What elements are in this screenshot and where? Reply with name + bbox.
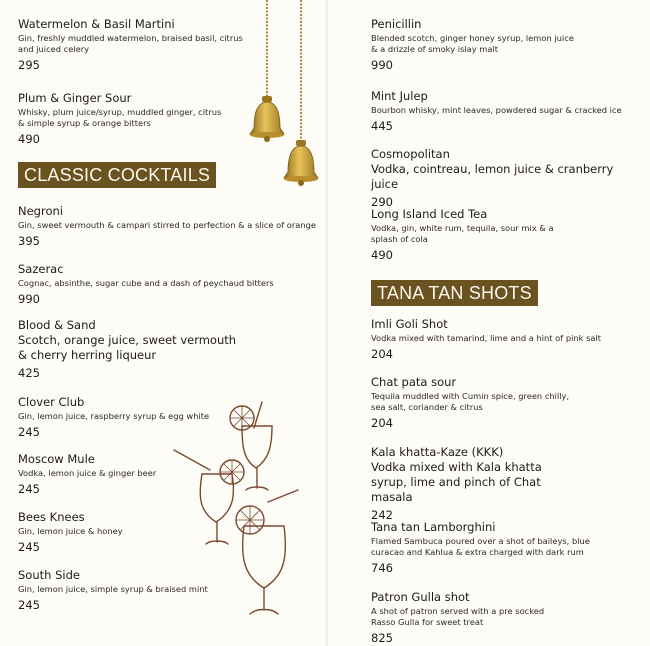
item-description: Vodka mixed with tamarind, lime and a hint of pink salt (371, 333, 602, 343)
menu-item (371, 147, 641, 209)
section-title-tana-tan-shots: TANA TAN SHOTS (371, 280, 538, 306)
menu-item (18, 262, 318, 306)
menu-item (18, 318, 243, 380)
item-description: Vodka mixed with Kala khatta syrup, lime and pinch of Chat masala (371, 460, 542, 504)
menu-item (18, 204, 318, 248)
section-title-classic-cocktails: CLASSIC COCKTAILS (18, 162, 216, 188)
item-name: Imli Goli Shot (371, 317, 448, 331)
item-price: 395 (18, 234, 40, 248)
item-name: Long Island Iced Tea (371, 207, 488, 221)
menu-item (371, 590, 571, 645)
item-price: 445 (371, 119, 393, 133)
item-description: Gin, lemon juice & honey (18, 526, 123, 536)
item-description: Vodka, gin, white rum, tequila, sour mix & a splash of cola (371, 223, 554, 244)
item-description: Gin, freshly muddled watermelon, braised basil, citrus and juiced celery (18, 33, 243, 54)
item-description: Vodka, lemon juice & ginger beer (18, 468, 157, 478)
item-price: 245 (18, 540, 40, 554)
item-price: 295 (18, 58, 40, 72)
item-description: Vodka, cointreau, lemon juice & cranberry juice (371, 162, 614, 191)
item-description: Tequila muddled with Cumin spice, green chilly, sea salt, coriander & citrus (371, 391, 570, 412)
item-price: 245 (18, 482, 40, 496)
item-price: 425 (18, 366, 40, 380)
item-description: Blended scotch, ginger honey syrup, lemon juice & a drizzle of smoky islay malt (371, 33, 574, 54)
item-description: A shot of patron served with a pre socked Rasso Gulla for sweet treat (371, 606, 545, 627)
menu-item (18, 91, 228, 146)
item-name: Sazerac (18, 262, 64, 276)
hanging-bells-icon (236, 0, 326, 195)
item-name: Tana tan Lamborghini (371, 520, 496, 534)
item-price: 245 (18, 598, 40, 612)
item-name: Patron Gulla shot (371, 590, 470, 604)
item-price: 746 (371, 561, 393, 575)
item-name: Moscow Mule (18, 452, 95, 466)
item-name: Kala khatta-Kaze (KKK) (371, 445, 504, 459)
menu-item (371, 207, 581, 262)
cocktail-glasses-icon (170, 398, 330, 623)
menu-item (371, 445, 581, 522)
menu-item (371, 375, 586, 430)
item-name: Chat pata sour (371, 375, 457, 389)
item-price: 990 (18, 292, 40, 306)
item-name: Cosmopolitan (371, 147, 450, 161)
item-name: Mint Julep (371, 89, 428, 103)
item-name: South Side (18, 568, 80, 582)
menu-item (371, 520, 616, 575)
item-description: Gin, lemon juice, raspberry syrup & egg white (18, 411, 210, 421)
item-name: Watermelon & Basil Martini (18, 17, 175, 31)
item-name: Clover Club (18, 395, 85, 409)
item-description: Gin, lemon juice, simple syrup & braised mint (18, 584, 208, 594)
item-price: 290 (371, 195, 393, 209)
menu-item (371, 89, 641, 133)
item-price: 825 (371, 631, 393, 645)
item-price: 242 (371, 508, 393, 522)
item-price: 490 (371, 248, 393, 262)
item-price: 490 (18, 132, 40, 146)
item-price: 990 (371, 58, 393, 72)
item-description: Scotch, orange juice, sweet vermouth & cherry herring liqueur (18, 333, 237, 362)
item-name: Bees Knees (18, 510, 85, 524)
item-name: Plum & Ginger Sour (18, 91, 132, 105)
menu-item (371, 17, 581, 72)
item-description: Bourbon whisky, mint leaves, powdered sugar & cracked ice (371, 105, 622, 115)
item-name: Penicillin (371, 17, 422, 31)
menu-item (18, 17, 248, 72)
item-description: Cognac, absinthe, sugar cube and a dash of peychaud bitters (18, 278, 274, 288)
item-description: Gin, sweet vermouth & campari stirred to perfection & a slice of orange (18, 220, 317, 230)
item-name: Negroni (18, 204, 63, 218)
item-description: Whisky, plum juice/syrup, muddled ginger, citrus & simple syrup & orange bitters (18, 107, 222, 128)
item-price: 245 (18, 425, 40, 439)
item-name: Blood & Sand (18, 318, 96, 332)
item-price: 204 (371, 347, 393, 361)
menu-item (371, 317, 641, 361)
item-price: 204 (371, 416, 393, 430)
item-description: Flamed Sambuca poured over a shot of baileys, blue curacao and Kahlua & extra charged with dark rum (371, 536, 590, 557)
